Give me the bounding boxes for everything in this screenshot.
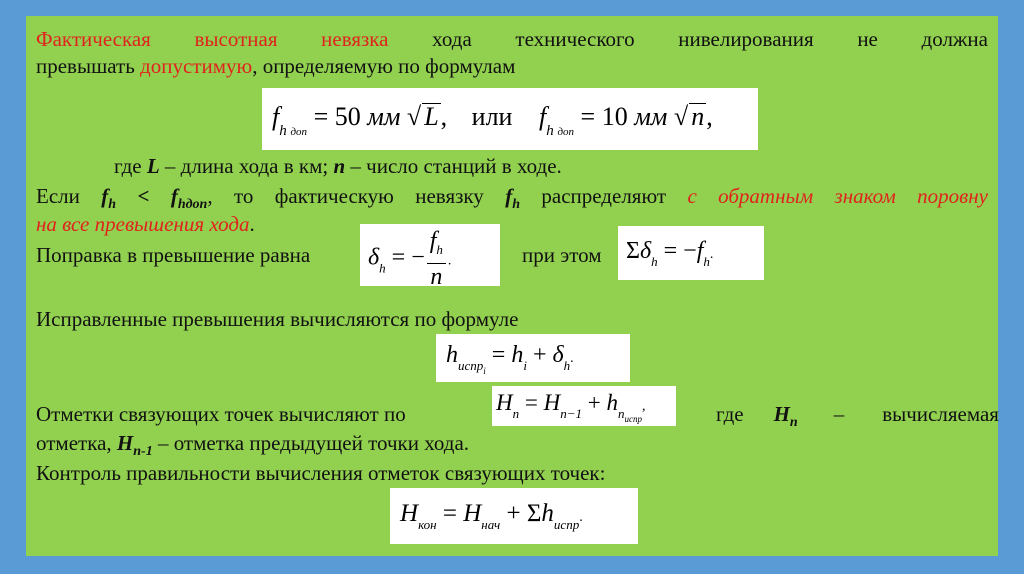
paragraph-line-2 [36, 53, 988, 79]
formula-sub: кон [418, 517, 437, 532]
formula-sub: нач [481, 517, 501, 532]
formula-symbol: h [446, 342, 458, 368]
formula-sub: h [651, 254, 658, 269]
var-sub: n [789, 415, 798, 431]
paragraph-line-3 [114, 153, 974, 179]
paragraph-line-5 [36, 211, 988, 237]
term-actual-misclosure: Фактическая высотная невязка [36, 27, 389, 51]
formula-text: . [709, 247, 714, 262]
formula-text: = − [385, 244, 425, 271]
formula-symbol: f [429, 228, 437, 254]
text: Если [36, 184, 102, 208]
text: где [114, 154, 147, 178]
formula-text: мм [634, 102, 668, 131]
formula-text: , [440, 102, 448, 131]
formula-corrected-elevation [436, 334, 630, 382]
formula-sub: h [379, 260, 386, 276]
formula-sub: h [279, 123, 287, 139]
paragraph-line-1 [36, 26, 988, 52]
formula-sub: i [523, 358, 527, 373]
paragraph-line-9 [36, 430, 988, 460]
var-sub: h [108, 197, 117, 213]
text: Отметки связующих точек вычисляют по [36, 402, 406, 426]
text: Исправленные превышения вычисляются по формуле [36, 307, 519, 331]
formula-symbol: n [430, 264, 443, 290]
slide-panel [26, 16, 998, 556]
formula-symbol: H [463, 500, 482, 527]
formula-symbol: H [400, 500, 419, 527]
text: распределяют [520, 184, 688, 208]
formula-text: Σ [626, 238, 640, 264]
term-allowable: допустимую [140, 54, 253, 78]
text: , то фактическую невязку [207, 184, 506, 208]
var-sub: hдоп [177, 197, 208, 213]
formula-sub: n [618, 406, 625, 421]
formula-text: + [526, 342, 553, 368]
text: вычисляемая [882, 402, 999, 426]
formula-symbol: δ [552, 342, 564, 368]
formula-text: или [471, 102, 513, 131]
formula-sub: доп [290, 126, 308, 138]
formula-text: = 50 [307, 102, 368, 131]
var-H: H [773, 402, 790, 426]
formula-text: , [706, 102, 713, 131]
formula-text: . [570, 351, 574, 366]
formula-text: . [447, 253, 452, 269]
formula-allowable-misclosure: $f_{h доп} = 50$ мм √ L, или $f_{h доп} = 10$ мм √ n, [262, 88, 758, 150]
formula-symbol: f [696, 238, 704, 264]
formula-sub: доп [557, 126, 575, 138]
var-L: L [146, 154, 160, 178]
formula-text: , [642, 399, 646, 414]
formula-sub: испр [553, 517, 580, 532]
formula-text: = − [657, 238, 697, 264]
formula-symbol: f [538, 102, 547, 131]
text: . [249, 212, 255, 236]
formula-symbol: L [424, 102, 439, 131]
formula-symbol: δ [368, 244, 380, 271]
formula-text: . [579, 510, 583, 525]
formula-sub: h [703, 254, 710, 269]
formula-symbol: n [691, 102, 705, 131]
paragraph-line-7 [36, 306, 988, 332]
text: превышать [36, 54, 141, 78]
formula-correction [360, 224, 500, 290]
var-sub: h [512, 197, 520, 213]
formula-symbol: h [511, 342, 524, 368]
formula-symbol: f [272, 102, 280, 131]
formula-sub: испр [624, 414, 642, 424]
formula-symbol: h [541, 500, 554, 527]
var-H: H [116, 431, 134, 455]
formula-sub: испр [458, 358, 484, 373]
term-distribution: с обратным знаком поровну [687, 184, 989, 208]
formula-text: = 10 [574, 102, 635, 131]
text: при этом [522, 243, 602, 267]
paragraph-line-10 [36, 460, 988, 486]
formula-symbol: H [543, 390, 561, 415]
formula-sub: h [436, 242, 443, 257]
formula-text: + Σ [500, 500, 542, 527]
formula-text: = [519, 390, 544, 415]
var-fh: f [505, 184, 513, 208]
var-fh: f [101, 184, 109, 208]
text: где [716, 402, 744, 426]
formula-text: + [582, 390, 607, 415]
text: – длина хода в км; [159, 154, 334, 178]
formula-text: мм [367, 102, 401, 131]
term-distribution: на все превышения хода [36, 212, 250, 236]
text: отметка, [36, 431, 117, 455]
text: – число станций в ходе. [345, 154, 562, 178]
text: Поправка в превышение равна [36, 243, 311, 267]
formula-symbol: H [496, 390, 513, 415]
text: – отметка предыдущей точки хода. [152, 431, 470, 455]
text: Контроль правильности вычисления отметок связующих точек: [36, 461, 606, 485]
var-n: n [333, 154, 346, 178]
paragraph-line-8b [716, 401, 999, 431]
var-fhdop: f [170, 184, 178, 208]
text: , определяемую по формулам [252, 54, 516, 78]
formula-sub: n−1 [560, 406, 583, 421]
formula-correction-sum [618, 226, 764, 280]
formula-symbol: δ [639, 238, 652, 264]
formula-elevation-check [390, 488, 638, 544]
formula-text: = [436, 500, 464, 527]
formula-symbol: h [606, 390, 618, 415]
paragraph-line-6 [36, 242, 988, 268]
formula-sub: n [512, 406, 520, 421]
paragraph-line-4 [36, 183, 989, 213]
text: < [116, 184, 171, 208]
formula-text: = [485, 342, 512, 368]
text: хода технического нивелирования не должна [388, 27, 988, 51]
fraction [427, 228, 446, 290]
formula-sub: h [563, 358, 571, 373]
text: – [833, 402, 845, 426]
formula-sub: h [546, 123, 554, 139]
formula-sub: i [483, 366, 486, 376]
formula-next-elevation [492, 386, 676, 426]
var-sub: n-1 [133, 444, 153, 460]
